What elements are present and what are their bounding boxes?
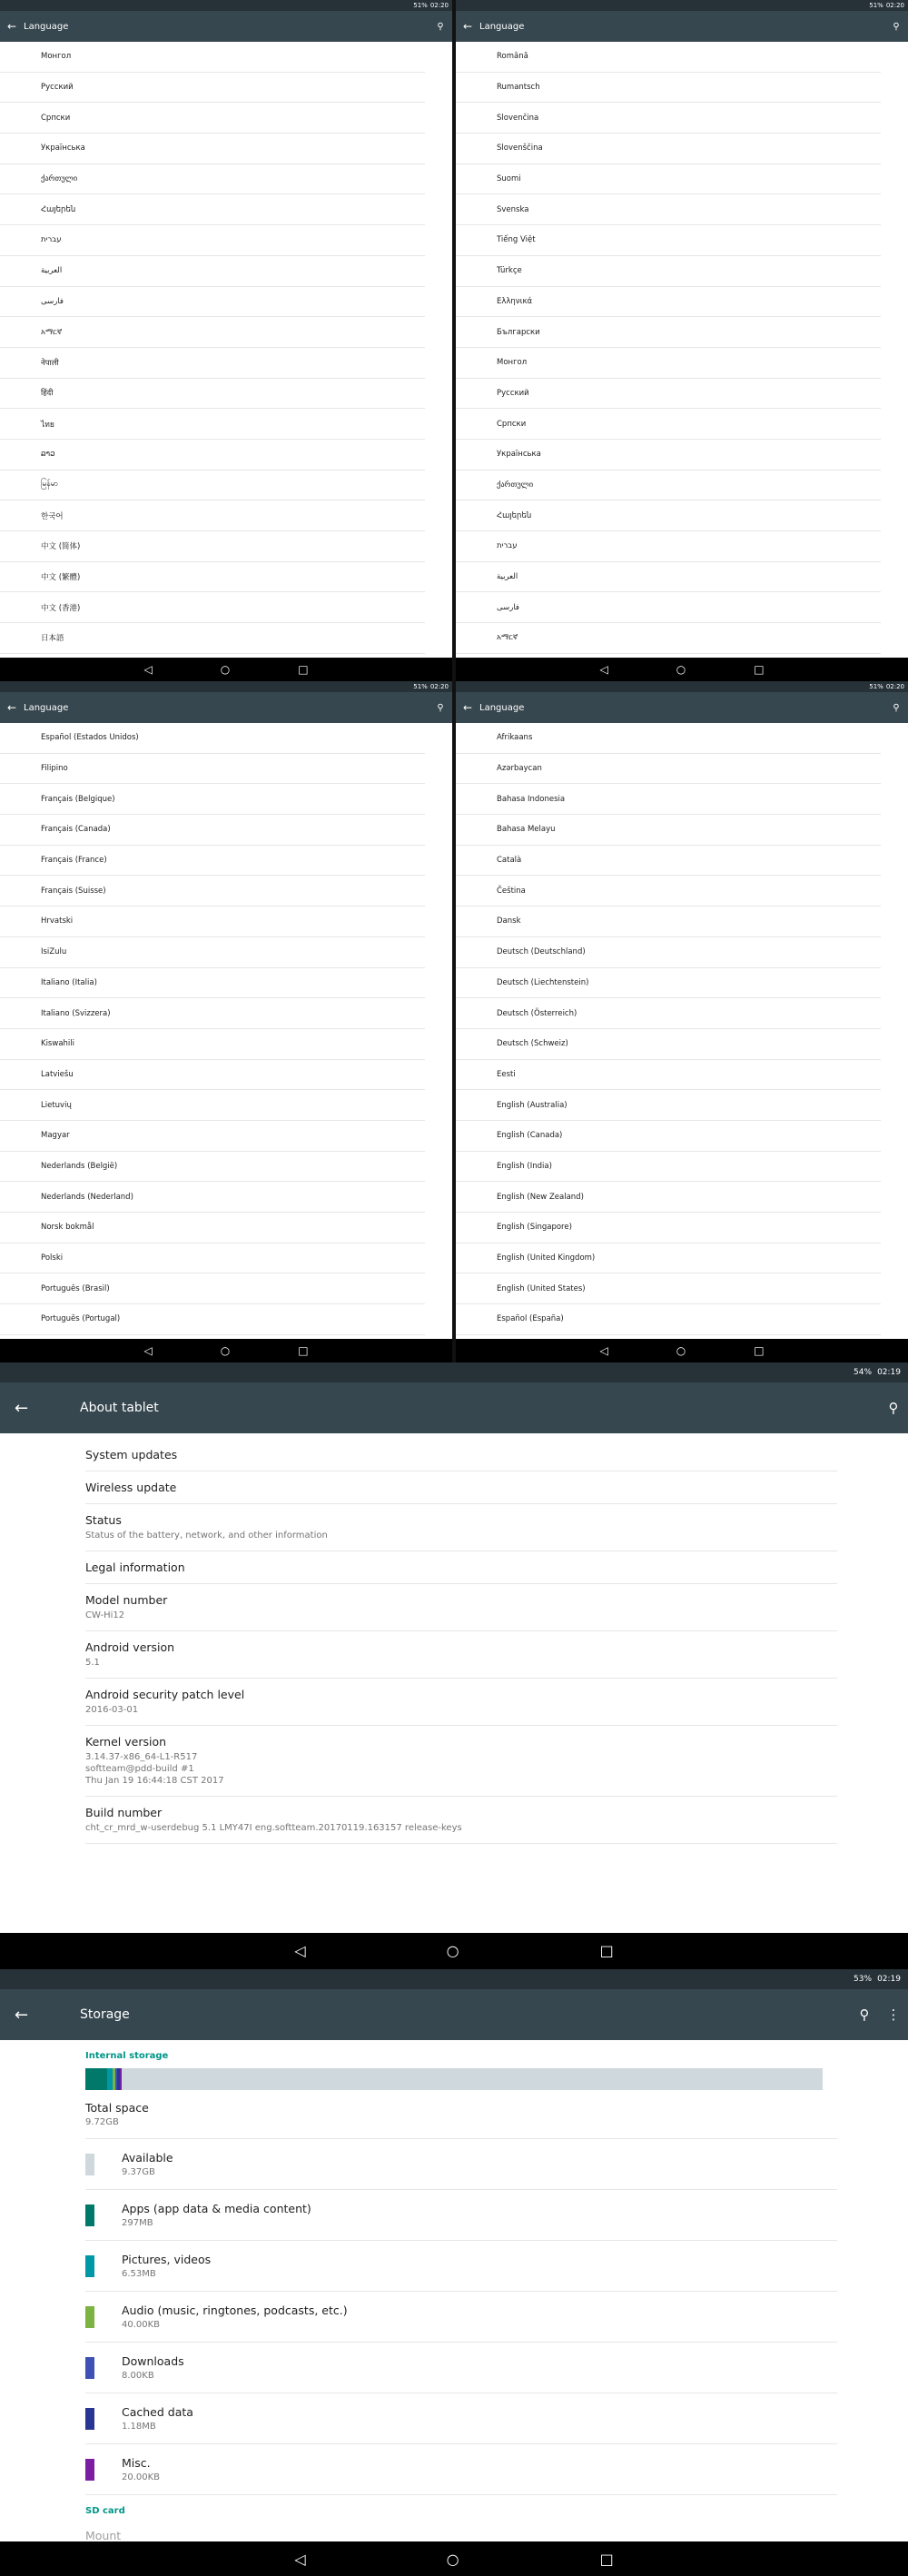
clock: 02:20 bbox=[429, 2, 449, 9]
storage-category-item[interactable] bbox=[85, 2190, 837, 2241]
language-item[interactable]: Norsk bokmål bbox=[0, 1213, 425, 1243]
language-item[interactable]: Українська bbox=[456, 440, 881, 471]
app-bar bbox=[0, 692, 452, 723]
language-item[interactable]: Afrikaans bbox=[456, 723, 881, 754]
nav-back-icon[interactable]: ◁ bbox=[294, 1941, 306, 1959]
battery-level: 51% bbox=[869, 2, 883, 9]
category-color-swatch bbox=[85, 2357, 94, 2379]
clock: 02:19 bbox=[877, 1975, 901, 1984]
language-item[interactable]: Dansk bbox=[456, 907, 881, 937]
language-item[interactable]: Deutsch (Österreich) bbox=[456, 998, 881, 1029]
language-item[interactable]: Slovenščina bbox=[456, 134, 881, 164]
language-item[interactable]: Nederlands (Nederland) bbox=[0, 1182, 425, 1213]
pane-divider bbox=[452, 0, 456, 681]
about-item[interactable] bbox=[85, 1797, 837, 1844]
nav-home-icon[interactable]: ○ bbox=[676, 663, 686, 676]
clock: 02:20 bbox=[885, 2, 904, 9]
language-item[interactable]: Polski bbox=[0, 1243, 425, 1274]
about-item-title: Android security patch level bbox=[85, 1688, 245, 1701]
about-item[interactable] bbox=[85, 1584, 837, 1631]
page-title: Language bbox=[24, 702, 69, 713]
category-color-swatch bbox=[85, 2408, 94, 2430]
language-item[interactable]: English (United Kingdom) bbox=[456, 1243, 881, 1274]
language-item[interactable]: 中文 (简体) bbox=[0, 531, 425, 562]
category-title: Apps (app data & media content) bbox=[122, 2202, 311, 2215]
storage-bar-segment bbox=[85, 2068, 107, 2090]
category-text bbox=[122, 2354, 184, 2381]
search-icon[interactable]: ⚲ bbox=[437, 702, 444, 713]
language-item[interactable]: ไทย bbox=[0, 409, 425, 440]
category-title: Downloads bbox=[122, 2354, 184, 2368]
category-color-swatch bbox=[85, 2204, 94, 2226]
language-item[interactable]: Français (Belgique) bbox=[0, 784, 425, 815]
language-item[interactable]: မြန်မာ bbox=[0, 471, 425, 501]
category-size: 9.37GB bbox=[122, 2167, 155, 2177]
language-item[interactable]: Filipino bbox=[0, 754, 425, 785]
category-color-swatch bbox=[85, 2154, 94, 2175]
battery-level: 54% bbox=[854, 1368, 873, 1377]
nav-home-icon[interactable]: ○ bbox=[676, 1344, 686, 1357]
about-item-title: Legal information bbox=[85, 1560, 185, 1574]
app-bar bbox=[0, 11, 452, 42]
language-list bbox=[0, 42, 452, 658]
about-item-title: Android version bbox=[85, 1640, 175, 1654]
language-item[interactable]: Lietuvių bbox=[0, 1090, 425, 1121]
back-arrow-icon[interactable]: ← bbox=[462, 701, 473, 714]
battery-level: 53% bbox=[854, 1975, 873, 1984]
about-item[interactable] bbox=[85, 1471, 837, 1504]
storage-usage-bar bbox=[85, 2068, 823, 2090]
category-text bbox=[122, 2405, 193, 2432]
app-bar bbox=[456, 11, 908, 42]
app-bar bbox=[0, 1382, 908, 1433]
category-size: 1.18MB bbox=[122, 2422, 156, 2432]
category-text bbox=[122, 2253, 211, 2279]
language-item[interactable]: English (New Zealand) bbox=[456, 1182, 881, 1213]
nav-home-icon[interactable]: ○ bbox=[220, 663, 231, 676]
language-item[interactable]: English (India) bbox=[456, 1152, 881, 1183]
search-icon[interactable]: ⚲ bbox=[893, 702, 900, 713]
language-item[interactable]: English (United States) bbox=[456, 1273, 881, 1304]
nav-back-icon[interactable]: ◁ bbox=[143, 663, 153, 676]
more-options-icon[interactable]: ⋮ bbox=[886, 2006, 901, 2023]
search-icon[interactable]: ⚲ bbox=[888, 1400, 899, 1416]
nav-recent-icon[interactable]: □ bbox=[754, 663, 765, 676]
language-item[interactable]: العربية bbox=[456, 562, 881, 593]
category-size: 297MB bbox=[122, 2218, 153, 2228]
language-item[interactable]: Italiano (Svizzera) bbox=[0, 998, 425, 1029]
navigation-bar bbox=[0, 1933, 908, 1967]
status-bar bbox=[0, 1969, 908, 1989]
mount-sd-button[interactable]: Mount bbox=[85, 2529, 122, 2541]
total-space-title: Total space bbox=[85, 2101, 149, 2115]
category-text bbox=[122, 2151, 173, 2177]
battery-level: 51% bbox=[413, 2, 428, 9]
nav-recent-icon[interactable]: □ bbox=[599, 1941, 614, 1959]
category-title: Available bbox=[122, 2151, 173, 2165]
page-title: Language bbox=[479, 21, 525, 32]
navigation-bar bbox=[0, 2541, 908, 2576]
clock: 02:19 bbox=[877, 1368, 901, 1377]
about-item-summary: 2016-03-01 bbox=[85, 1705, 139, 1715]
about-item[interactable] bbox=[85, 1504, 837, 1551]
page-title: Storage bbox=[80, 2007, 130, 2022]
language-item[interactable]: Suomi bbox=[456, 164, 881, 195]
page-title: Language bbox=[24, 21, 69, 32]
about-item-summary: cht_cr_mrd_w-userdebug 5.1 LMY47I eng.softteam.20170119.163157 release-keys bbox=[85, 1823, 462, 1833]
nav-recent-icon[interactable]: □ bbox=[298, 1344, 309, 1357]
sd-card-header: SD card bbox=[85, 2506, 125, 2516]
language-item[interactable]: ქართული bbox=[456, 471, 881, 501]
category-color-swatch bbox=[85, 2459, 94, 2481]
back-arrow-icon[interactable]: ← bbox=[6, 20, 17, 33]
language-item[interactable]: English (Singapore) bbox=[456, 1213, 881, 1243]
navigation-bar bbox=[0, 658, 452, 681]
about-item-title: System updates bbox=[85, 1448, 178, 1461]
language-item[interactable]: Português (Brasil) bbox=[0, 1273, 425, 1304]
internal-storage-header: Internal storage bbox=[85, 2051, 169, 2061]
language-item[interactable]: ລາວ bbox=[0, 440, 425, 471]
storage-category-item[interactable] bbox=[85, 2444, 837, 2495]
nav-back-icon[interactable]: ◁ bbox=[599, 663, 608, 676]
language-item[interactable]: Azərbaycan bbox=[456, 754, 881, 785]
language-item[interactable]: Հայերեն bbox=[0, 194, 425, 225]
status-bar bbox=[0, 681, 452, 692]
language-item[interactable]: Српски bbox=[0, 103, 425, 134]
category-text bbox=[122, 2304, 348, 2330]
about-item-title: Kernel version bbox=[85, 1735, 167, 1749]
language-item[interactable]: Deutsch (Schweiz) bbox=[456, 1029, 881, 1060]
category-size: 20.00KB bbox=[122, 2472, 161, 2482]
storage-category-item[interactable] bbox=[85, 2343, 837, 2393]
total-space-value: 9.72GB bbox=[85, 2117, 119, 2127]
about-item-summary: CW-Hi12 bbox=[85, 1610, 125, 1620]
language-item[interactable]: Rumantsch bbox=[456, 73, 881, 104]
back-arrow-icon[interactable]: ← bbox=[15, 1398, 29, 1418]
language-item[interactable]: नेपाली bbox=[0, 348, 425, 379]
language-item[interactable]: Bahasa Melayu bbox=[456, 815, 881, 846]
language-item[interactable]: Български bbox=[456, 317, 881, 348]
language-item[interactable]: Slovenčina bbox=[456, 103, 881, 134]
status-bar bbox=[456, 0, 908, 11]
search-icon[interactable]: ⚲ bbox=[893, 21, 900, 32]
status-bar bbox=[0, 1362, 908, 1382]
nav-recent-icon[interactable]: □ bbox=[599, 2550, 614, 2568]
nav-back-icon[interactable]: ◁ bbox=[294, 2550, 306, 2568]
language-item[interactable]: 日本語 bbox=[0, 623, 425, 654]
about-item[interactable] bbox=[85, 1439, 837, 1471]
about-item-title: Model number bbox=[85, 1593, 168, 1607]
language-item[interactable]: Română bbox=[456, 42, 881, 73]
nav-home-icon[interactable]: ○ bbox=[446, 1941, 459, 1959]
language-item[interactable]: አማርኛ bbox=[456, 623, 881, 654]
language-item[interactable]: Ελληνικά bbox=[456, 287, 881, 318]
language-item[interactable]: Українська bbox=[0, 134, 425, 164]
category-title: Audio (music, ringtones, podcasts, etc.) bbox=[122, 2304, 348, 2317]
total-space bbox=[85, 2090, 837, 2139]
language-item[interactable]: ქართული bbox=[0, 164, 425, 195]
about-item-summary: 3.14.37-x86_64-L1-R517 softteam@pdd-build #1 Thu Jan 19 16:44:18 CST 2017 bbox=[85, 1752, 224, 1786]
nav-recent-icon[interactable]: □ bbox=[754, 1344, 765, 1357]
language-item[interactable]: עברית bbox=[456, 531, 881, 562]
storage-category-item[interactable] bbox=[85, 2292, 837, 2343]
nav-home-icon[interactable]: ○ bbox=[220, 1344, 231, 1357]
category-title: Misc. bbox=[122, 2456, 151, 2470]
app-bar bbox=[0, 1989, 908, 2040]
status-bar bbox=[0, 0, 452, 11]
language-item[interactable]: አማርኛ bbox=[0, 317, 425, 348]
language-item[interactable]: Italiano (Italia) bbox=[0, 968, 425, 999]
about-item[interactable] bbox=[85, 1631, 837, 1679]
category-text bbox=[122, 2456, 160, 2482]
language-item[interactable]: Հայերեն bbox=[456, 500, 881, 531]
language-item[interactable]: English (Australia) bbox=[456, 1090, 881, 1121]
language-item[interactable]: Français (Suisse) bbox=[0, 876, 425, 907]
category-size: 40.00KB bbox=[122, 2320, 161, 2330]
language-item[interactable]: Tiếng Việt bbox=[456, 225, 881, 256]
language-item[interactable]: Eesti bbox=[456, 1060, 881, 1091]
back-arrow-icon[interactable]: ← bbox=[15, 2005, 29, 2025]
language-item[interactable]: Português (Portugal) bbox=[0, 1304, 425, 1335]
category-color-swatch bbox=[85, 2306, 94, 2328]
language-item[interactable]: עברית bbox=[0, 225, 425, 256]
language-item[interactable]: Hrvatski bbox=[0, 907, 425, 937]
category-size: 6.53MB bbox=[122, 2269, 156, 2279]
about-item-summary: Status of the battery, network, and other information bbox=[85, 1531, 328, 1541]
clock: 02:20 bbox=[429, 683, 449, 690]
language-item[interactable]: Svenska bbox=[456, 194, 881, 225]
back-arrow-icon[interactable]: ← bbox=[462, 20, 473, 33]
language-item[interactable]: Монгол bbox=[0, 42, 425, 73]
about-list bbox=[0, 1433, 908, 1933]
language-item[interactable]: Français (Canada) bbox=[0, 815, 425, 846]
about-item[interactable] bbox=[85, 1551, 837, 1584]
navigation-bar bbox=[456, 1339, 908, 1362]
language-list bbox=[456, 723, 908, 1339]
navigation-bar bbox=[456, 658, 908, 681]
back-arrow-icon[interactable]: ← bbox=[6, 701, 17, 714]
search-icon[interactable]: ⚲ bbox=[859, 2006, 870, 2023]
language-item[interactable]: Монгол bbox=[456, 348, 881, 379]
language-item[interactable]: Русский bbox=[0, 73, 425, 104]
about-item-title: Build number bbox=[85, 1806, 163, 1819]
battery-level: 51% bbox=[413, 683, 428, 690]
language-item[interactable]: Čeština bbox=[456, 876, 881, 907]
storage-category-item[interactable] bbox=[85, 2139, 837, 2190]
category-title: Cached data bbox=[122, 2405, 193, 2419]
language-item[interactable]: فارسی bbox=[456, 592, 881, 623]
storage-bar-segment bbox=[120, 2068, 122, 2090]
language-item[interactable]: Français (France) bbox=[0, 846, 425, 877]
language-item[interactable]: Nederlands (België) bbox=[0, 1152, 425, 1183]
language-item[interactable]: 中文 (香港) bbox=[0, 592, 425, 623]
page-title: About tablet bbox=[80, 1401, 159, 1415]
language-item[interactable]: Српски bbox=[456, 409, 881, 440]
language-item[interactable]: Latviešu bbox=[0, 1060, 425, 1091]
category-title: Pictures, videos bbox=[122, 2253, 212, 2266]
category-size: 8.00KB bbox=[122, 2371, 154, 2381]
nav-back-icon[interactable]: ◁ bbox=[143, 1344, 153, 1357]
about-item-title: Status bbox=[85, 1513, 122, 1527]
language-item[interactable]: Español (Estados Unidos) bbox=[0, 723, 425, 754]
language-item[interactable]: Deutsch (Deutschland) bbox=[456, 937, 881, 968]
app-bar bbox=[456, 692, 908, 723]
language-item[interactable]: فارسی bbox=[0, 287, 425, 318]
category-text bbox=[122, 2202, 311, 2228]
language-item[interactable]: Русский bbox=[456, 379, 881, 410]
battery-level: 51% bbox=[869, 683, 883, 690]
status-bar bbox=[456, 681, 908, 692]
language-item[interactable]: Español (España) bbox=[456, 1304, 881, 1335]
about-item-title: Wireless update bbox=[85, 1481, 177, 1494]
language-list bbox=[0, 723, 452, 1339]
pane-divider bbox=[452, 681, 456, 1362]
nav-recent-icon[interactable]: □ bbox=[298, 663, 309, 676]
language-item[interactable]: Català bbox=[456, 846, 881, 877]
about-item[interactable] bbox=[85, 1726, 837, 1797]
storage-list bbox=[0, 2040, 908, 2541]
language-item[interactable]: हिंदी bbox=[0, 379, 425, 410]
search-icon[interactable]: ⚲ bbox=[437, 21, 444, 32]
nav-home-icon[interactable]: ○ bbox=[446, 2550, 459, 2568]
about-item[interactable] bbox=[85, 1679, 837, 1726]
clock: 02:20 bbox=[885, 683, 904, 690]
about-item-summary: 5.1 bbox=[85, 1658, 100, 1668]
language-item[interactable]: Türkçe bbox=[456, 256, 881, 287]
storage-category-item[interactable] bbox=[85, 2241, 837, 2292]
language-item[interactable]: 한국어 bbox=[0, 500, 425, 531]
language-item[interactable]: Deutsch (Liechtenstein) bbox=[456, 968, 881, 999]
navigation-bar bbox=[0, 1339, 452, 1362]
page-title: Language bbox=[479, 702, 525, 713]
language-item[interactable]: العربية bbox=[0, 256, 425, 287]
nav-back-icon[interactable]: ◁ bbox=[599, 1344, 608, 1357]
language-item[interactable]: IsiZulu bbox=[0, 937, 425, 968]
category-color-swatch bbox=[85, 2255, 94, 2277]
language-item[interactable]: Kiswahili bbox=[0, 1029, 425, 1060]
language-item[interactable]: Bahasa Indonesia bbox=[456, 784, 881, 815]
storage-category-item[interactable] bbox=[85, 2393, 837, 2444]
language-item[interactable]: Magyar bbox=[0, 1121, 425, 1152]
language-item[interactable]: English (Canada) bbox=[456, 1121, 881, 1152]
language-list bbox=[456, 42, 908, 658]
language-item[interactable]: 中文 (繁體) bbox=[0, 562, 425, 593]
